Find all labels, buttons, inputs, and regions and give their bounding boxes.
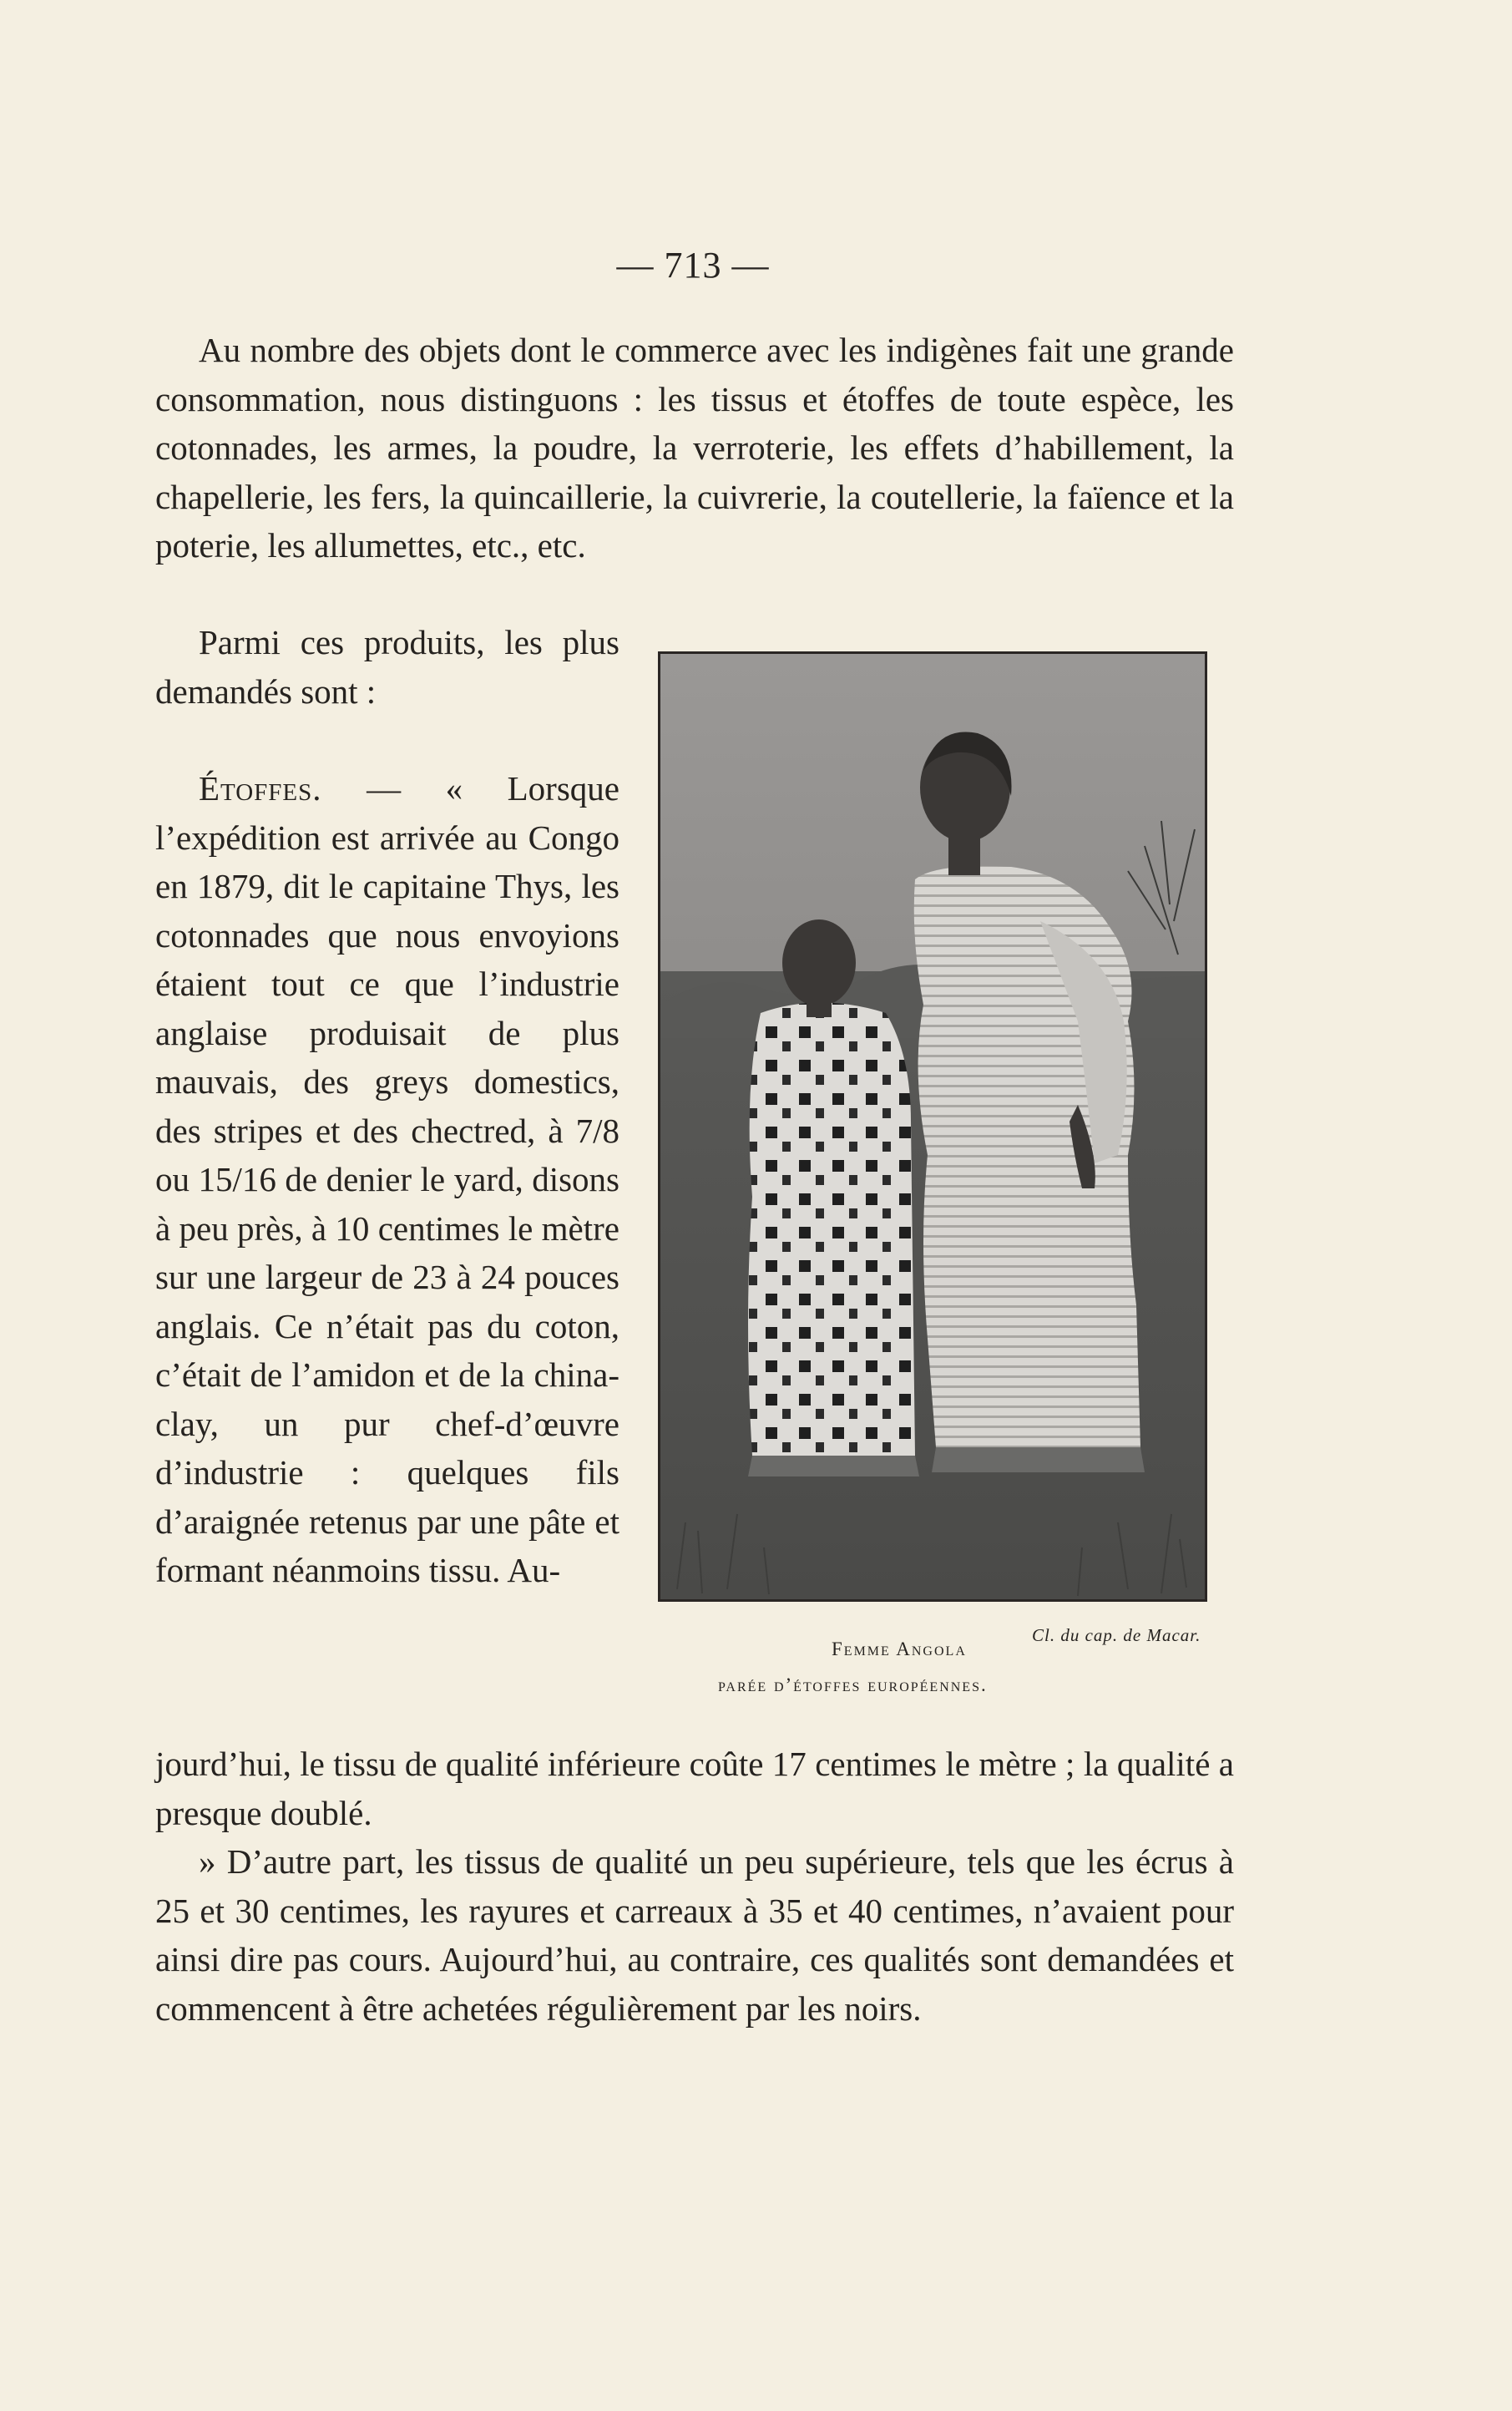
continuation-paragraph — [155, 1740, 1234, 2033]
paragraph-1: Au nombre des objets dont le commerce avec les indigènes fait une grande consommation, nous distinguons : les tissus et étoffes de toute espèce, les cotonnades, les armes, la poudre, la verroterie, les effets d’habillement, la chapellerie, les fers, la quincaillerie, la cuivrerie, la coutellerie, la faïence et la poterie, les allumettes, etc., etc. — [155, 331, 1234, 565]
paragraph-2: Parmi ces produits, les plus demandés sont : — [155, 623, 619, 711]
paragraph-4: » D’autre part, les tissus de qualité un peu supérieure, tels que les écrus à 25 et 30 centimes, les rayures et carreaux à 35 et 40 centimes, n’avaient pour ainsi dire pas cours. Aujourd’hui, au contraire, ces qualités sont demandées et commencent à être achetées régulièrement par les noirs. — [155, 1842, 1234, 2028]
paragraph-3 — [155, 764, 619, 1595]
caption-title: Femme Angola — [832, 1639, 967, 1659]
etoffes-section — [155, 764, 619, 1595]
lead-paragraph — [155, 618, 619, 716]
page-number: — 713 — — [616, 245, 770, 286]
photo-credit: Cl. du cap. de Macar. — [1032, 1625, 1201, 1645]
paragraph-3-continued: jourd’hui, le tissu de qualité inférieure coûte 17 centimes le mètre ; la qualité a presque doublé. — [155, 1745, 1234, 1832]
section-heading: Étoffes. — [199, 769, 322, 808]
photograph — [658, 651, 1207, 1602]
paragraph-3-text: — « Lorsque l’expédition est arrivée au Congo en 1879, dit le capitaine Thys, les cotonnades que nous envoyions étaient tout ce que l’industrie anglaise produisait de plus mauvais, des greys domestics, des stripes et des chectred, à 7/8 ou 15/16 de denier le yard, disons à peu près, à 10 centimes le mètre sur une largeur de 23 à 24 pouces anglais. Ce n’était pas du coton, c’était de l’amidon et de la china-clay, un pur chef-d’œuvre d’industrie : quelques fils d’araignée retenus par une pâte et formant néanmoins tissu. Au- — [155, 769, 619, 1589]
intro-paragraph — [155, 326, 1234, 570]
caption-subtitle: parée d’étoffes européennes. — [718, 1674, 988, 1695]
photograph-image — [660, 654, 1205, 1599]
